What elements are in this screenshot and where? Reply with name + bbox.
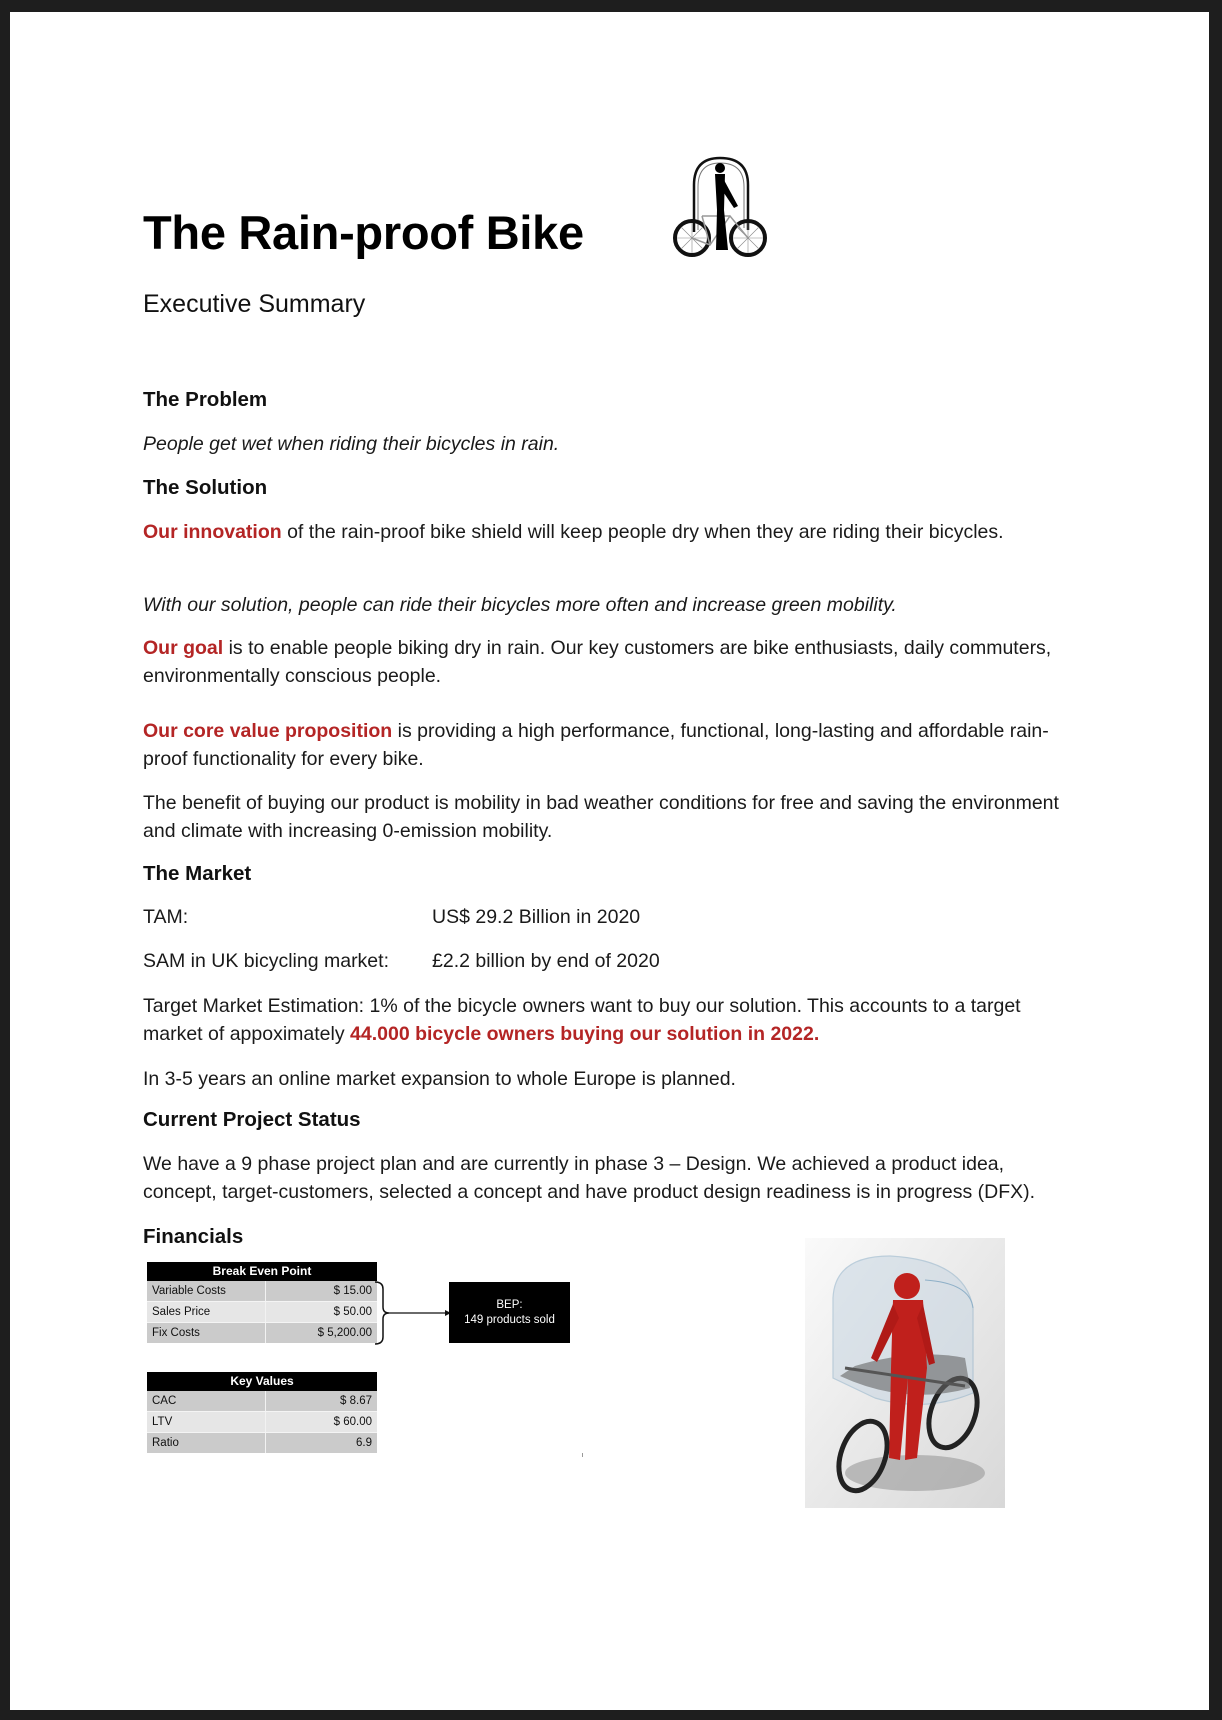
table-row	[147, 1411, 377, 1432]
status-heading: Current Project Status	[143, 1108, 361, 1131]
goal-highlight: Our goal	[143, 637, 224, 659]
table-row	[147, 1301, 377, 1322]
row-value: $ 60.00	[333, 1416, 372, 1428]
table-row	[147, 1432, 377, 1453]
row-value: $ 5,200.00	[317, 1327, 372, 1339]
value-highlight: Our core value proposition	[143, 720, 393, 742]
break-even-table-title: Break Even Point	[147, 1262, 377, 1281]
value-text: is providing a high performance, functional, long-lasting and affordable rain-proof functionality for every bike.	[143, 720, 1049, 770]
row-value: $ 15.00	[333, 1285, 372, 1297]
innovation-text: of the rain-proof bike shield will keep people dry when they are riding their bicycles.	[281, 521, 1004, 543]
table-row	[147, 1322, 377, 1343]
bep-label: BEP:	[496, 1298, 523, 1311]
innovation-paragraph	[143, 518, 1083, 546]
document-subtitle: Executive Summary	[143, 290, 366, 318]
tam-value: US$ 29.2 Billion in 2020	[432, 906, 641, 928]
problem-heading: The Problem	[143, 388, 268, 411]
benefit-paragraph: The benefit of buying our product is mobility in bad weather conditions for free and saving the environment and climate with increasing 0-emission mobility.	[143, 792, 1059, 842]
table-row	[147, 1391, 377, 1411]
status-text: We have a 9 phase project plan and are currently in phase 3 – Design. We achieved a product idea, concept, target-customers, selected a concept and have product design readiness is in progress (DFX).	[143, 1153, 1036, 1203]
table-row	[147, 1281, 377, 1301]
key-values-table	[147, 1372, 377, 1453]
target-text: Target Market Estimation: 1% of the bicycle owners want to buy our solution. This accounts to a target market of appoximately	[143, 995, 1021, 1045]
financials-heading: Financials	[143, 1225, 244, 1248]
problem-text: People get wet when riding their bicycles in rain.	[143, 433, 560, 455]
value-paragraph	[143, 717, 1083, 773]
row-label: Variable Costs	[147, 1281, 266, 1301]
solution-italic-text: With our solution, people can ride their bicycles more often and increase green mobility.	[143, 594, 897, 616]
solution-heading: The Solution	[143, 476, 268, 499]
goal-paragraph	[143, 634, 1083, 690]
sam-value: £2.2 billion by end of 2020	[432, 950, 660, 972]
break-even-table	[147, 1262, 377, 1343]
rain-shield-bike-3d-render	[805, 1238, 1005, 1508]
tam-label: TAM:	[143, 906, 189, 928]
bep-result-box	[449, 1282, 570, 1343]
rain-shield-bike-icon	[660, 150, 780, 265]
row-label: LTV	[147, 1412, 266, 1432]
key-values-table-title: Key Values	[147, 1372, 377, 1391]
row-value: 6.9	[356, 1437, 372, 1449]
target-market-paragraph	[143, 992, 1083, 1048]
row-label: CAC	[147, 1391, 266, 1411]
target-highlight: 44.000 bicycle owners buying our solution in 2022.	[350, 1023, 820, 1045]
market-heading: The Market	[143, 862, 252, 885]
innovation-highlight: Our innovation	[143, 521, 282, 543]
row-label: Ratio	[147, 1433, 266, 1453]
bep-value: 149 products sold	[464, 1313, 555, 1326]
document-title: The Rain-proof Bike	[143, 206, 584, 259]
goal-text: is to enable people biking dry in rain. Our key customers are bike enthusiasts, daily commuters, environmentally conscious people.	[143, 637, 1052, 687]
row-value: $ 8.67	[340, 1395, 372, 1407]
sam-label: SAM in UK bicycling market:	[143, 950, 389, 972]
stray-mark	[582, 1453, 583, 1457]
row-label: Sales Price	[147, 1302, 266, 1322]
document-page	[10, 12, 1209, 1710]
row-value: $ 50.00	[333, 1306, 372, 1318]
row-label: Fix Costs	[147, 1323, 266, 1343]
expansion-text: In 3-5 years an online market expansion to whole Europe is planned.	[143, 1068, 736, 1090]
